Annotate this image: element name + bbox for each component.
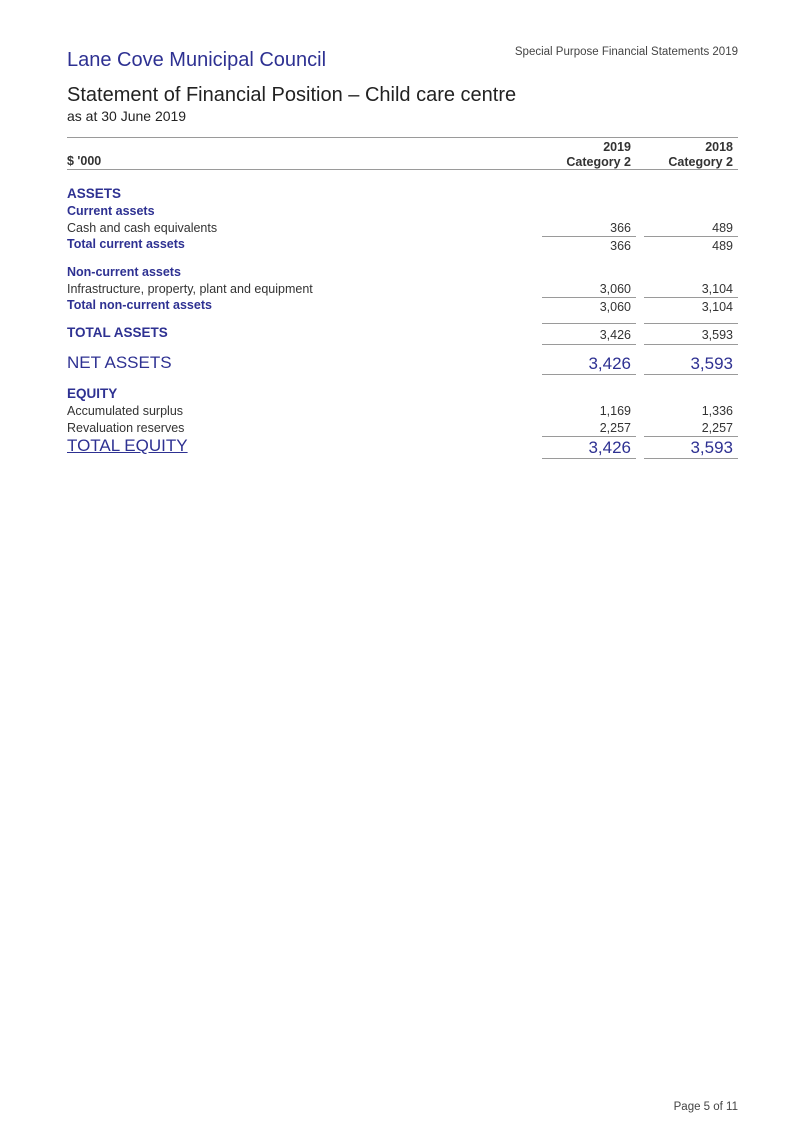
total-non-current-2019: 3,060	[599, 300, 631, 314]
ippe-2019: 3,060	[599, 282, 631, 296]
statement-title: Statement of Financial Position – Child care centre	[67, 84, 517, 106]
total-equity-2019-rule	[542, 458, 636, 459]
total-assets-2019-rule-bottom	[542, 344, 636, 345]
current-assets-heading: Current assets	[67, 204, 155, 218]
total-non-current-2018: 3,104	[701, 300, 733, 314]
revaluation-2019-rule	[542, 436, 636, 437]
cash-2019-rule	[542, 236, 636, 237]
total-assets-2019-rule-top	[542, 323, 636, 324]
total-assets-2018-rule-bottom	[644, 344, 738, 345]
revaluation-reserves-2019: 2,257	[599, 421, 631, 435]
accumulated-surplus-label: Accumulated surplus	[67, 404, 184, 418]
total-equity-2018: 3,593	[690, 438, 733, 457]
net-assets-2019: 3,426	[588, 354, 631, 373]
accumulated-surplus-2018: 1,336	[701, 404, 733, 418]
total-current-2018: 489	[712, 239, 733, 253]
ippe-2018-rule	[644, 297, 738, 298]
total-assets-label: TOTAL ASSETS	[67, 325, 168, 340]
net-assets-2019-rule	[542, 374, 636, 375]
ippe-2019-rule	[542, 297, 636, 298]
cash-2018: 489	[712, 221, 733, 235]
col-2018-category: Category 2	[668, 155, 733, 169]
total-assets-2019: 3,426	[599, 328, 631, 342]
total-equity-label: TOTAL EQUITY	[67, 436, 188, 455]
revaluation-2018-rule	[644, 436, 738, 437]
total-assets-2018: 3,593	[701, 328, 733, 342]
total-assets-2018-rule-top	[644, 323, 738, 324]
col-2018-year: 2018	[705, 140, 733, 154]
total-equity-2019: 3,426	[588, 438, 631, 457]
col-2019-year: 2019	[603, 140, 631, 154]
net-assets-2018-rule	[644, 374, 738, 375]
cash-2018-rule	[644, 236, 738, 237]
report-type: Special Purpose Financial Statements 2019	[514, 46, 738, 58]
total-current-label: Total current assets	[67, 237, 185, 251]
council-name: Lane Cove Municipal Council	[67, 49, 327, 71]
total-non-current-label: Total non-current assets	[67, 298, 212, 312]
total-current-2019: 366	[610, 239, 631, 253]
header-bottom-rule	[67, 169, 738, 170]
net-assets-2018: 3,593	[690, 354, 733, 373]
col-2019-category: Category 2	[566, 155, 631, 169]
non-current-heading: Non-current assets	[67, 265, 181, 279]
equity-heading: EQUITY	[67, 386, 118, 401]
total-equity-2018-rule	[644, 458, 738, 459]
ippe-label: Infrastructure, property, plant and equipment	[67, 282, 313, 296]
unit-label: $ '000	[67, 154, 102, 168]
statement-date: as at 30 June 2019	[67, 108, 187, 124]
cash-2019: 366	[610, 221, 631, 235]
header-top-rule	[67, 137, 738, 138]
page-number: Page 5 of 11	[673, 1101, 738, 1113]
revaluation-reserves-2018: 2,257	[701, 421, 733, 435]
accumulated-surplus-2019: 1,169	[599, 404, 631, 418]
revaluation-reserves-label: Revaluation reserves	[67, 421, 185, 435]
cash-label: Cash and cash equivalents	[67, 221, 218, 235]
assets-heading: ASSETS	[67, 186, 122, 201]
net-assets-label: NET ASSETS	[67, 353, 172, 372]
ippe-2018: 3,104	[701, 282, 733, 296]
